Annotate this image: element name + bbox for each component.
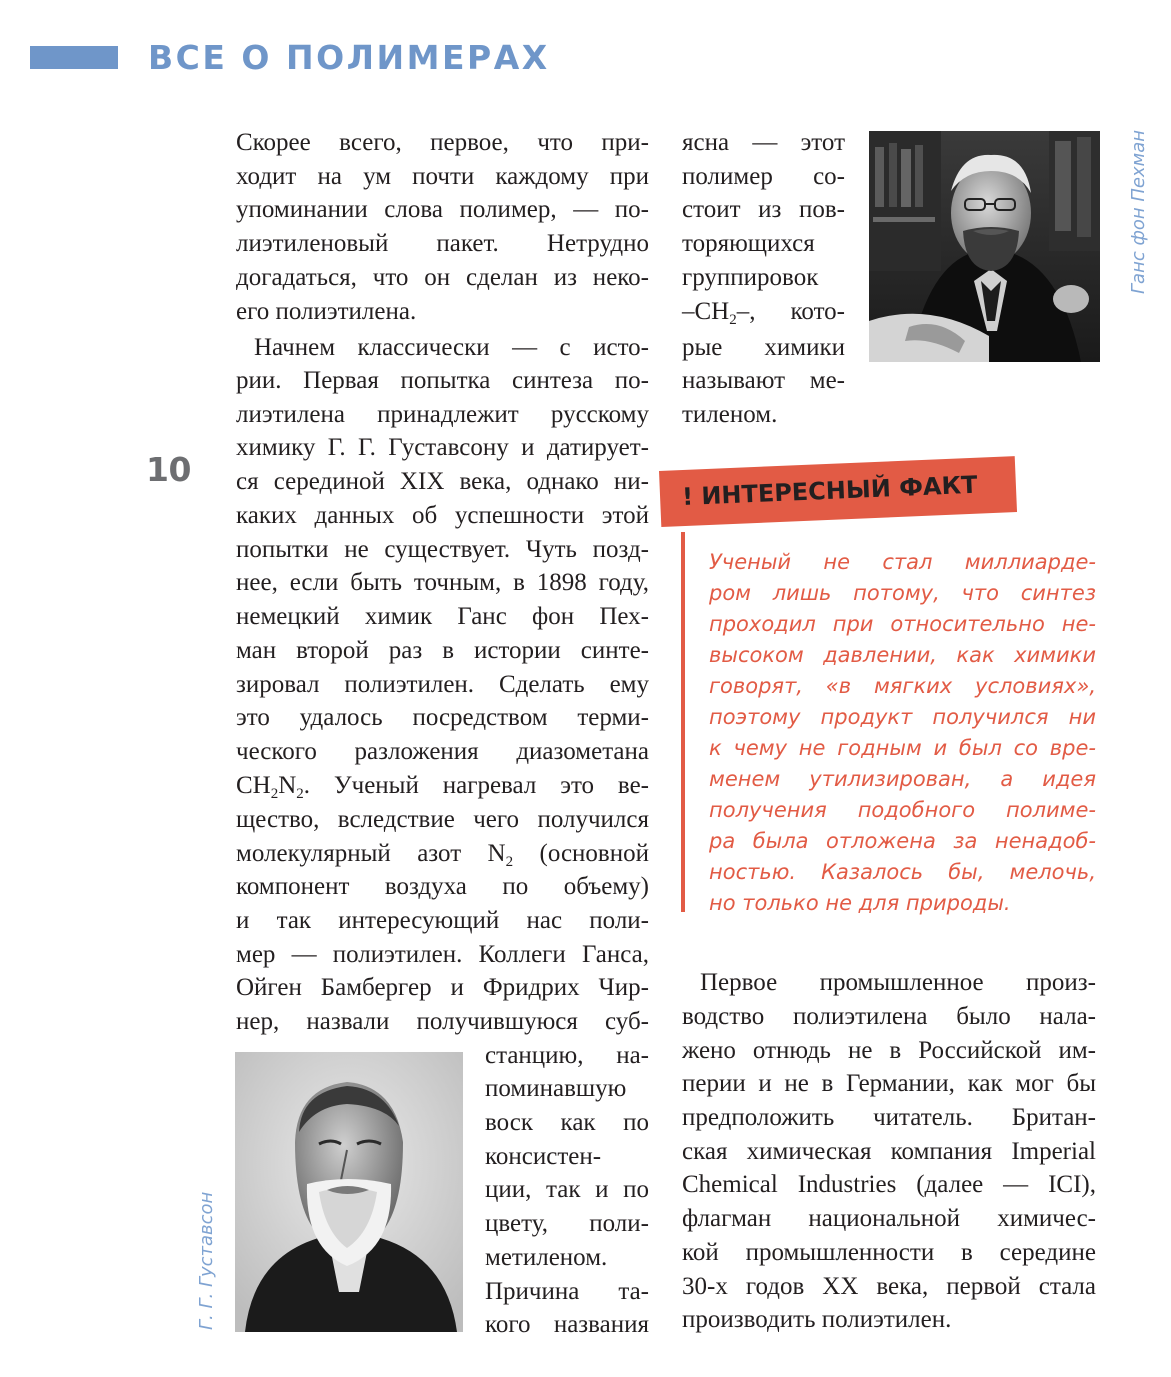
fact-line: поэтому продукт получился ни xyxy=(709,705,1096,729)
fact-line: к чему не годным и был со вре- xyxy=(709,736,1096,760)
text-line: жено отнюдь не в Российской им- xyxy=(682,1037,1096,1064)
text-line: поминавшую xyxy=(485,1075,627,1102)
text-line: метиленом. xyxy=(485,1244,608,1271)
text-line: водство полиэтилена было нала- xyxy=(682,1003,1096,1030)
fact-line: ром лишь потому, что синтез xyxy=(709,581,1096,605)
text-line: цвету, поли- xyxy=(485,1210,649,1237)
text-line: кого названия xyxy=(485,1311,649,1338)
text-line: нее, если быть точным, в 1898 году, xyxy=(236,569,649,596)
text-line: упоминании слова полимер, — по- xyxy=(236,196,649,223)
text-line: щество, вследствие чего получился xyxy=(236,806,649,833)
text-line: консистен- xyxy=(485,1143,602,1170)
text-line: станцию, на- xyxy=(485,1042,649,1069)
portrait-gustavson-image xyxy=(235,1052,463,1332)
text-line: рые химики xyxy=(682,334,845,361)
text-line: тиленом. xyxy=(682,401,778,428)
fact-line: ра была отложена за ненадоб- xyxy=(709,829,1096,853)
text-line: химику Г. Г. Густавсону и датирует- xyxy=(236,434,649,461)
header-bar xyxy=(30,46,118,69)
text-line: группировок xyxy=(682,264,819,291)
text-line: стоит из пов- xyxy=(682,196,845,223)
text-line: мер — полиэтилен. Коллеги Ганса, xyxy=(236,941,649,968)
photo-gustavson xyxy=(235,1052,463,1332)
fact-label: ! ИНТЕРЕСНЫЙ ФАКТ xyxy=(681,470,979,512)
text-line: ся серединой XIX века, однако ни- xyxy=(236,468,649,495)
text-line: и так интересующий нас поли- xyxy=(236,907,649,934)
text-line: лиэтилена принадлежит русскому xyxy=(236,401,649,428)
text-line: флагман национальной химичес- xyxy=(682,1205,1096,1232)
page-title: ВСЕ О ПОЛИМЕРАХ xyxy=(148,38,550,77)
fact-line: получения подобного полиме- xyxy=(709,798,1096,822)
fact-line: Ученый не стал миллиарде- xyxy=(709,550,1096,574)
text-line: рии. Первая попытка синтеза по- xyxy=(236,367,649,394)
text-line: кой промышленности в середине xyxy=(682,1239,1096,1266)
fact-line: менем утилизирован, а идея xyxy=(709,767,1096,791)
text-line: Chemical Industries (далее — ICI), xyxy=(682,1171,1096,1198)
text-line: лиэтиленовый пакет. Нетрудно xyxy=(236,230,649,257)
text-line: зировал полиэтилен. Сделать ему xyxy=(236,671,649,698)
text-line: предположить читатель. Британ- xyxy=(682,1104,1096,1131)
text-line: производить полиэтилен. xyxy=(682,1306,952,1333)
text-line: Ойген Бамбергер и Фридрих Чир- xyxy=(236,974,649,1001)
text-line: ская химическая компания Imperial xyxy=(682,1138,1096,1165)
text-line: Начнем классически — с исто- xyxy=(254,334,649,361)
text-line: Первое промышленное произ- xyxy=(700,969,1096,996)
fact-line: проходил при относительно не- xyxy=(709,612,1096,636)
text-line: Скорее всего, первое, что при- xyxy=(236,129,649,156)
text-line: компонент воздуха по объему) xyxy=(236,873,649,900)
text-line: ходит на ум почти каждому при xyxy=(236,163,649,190)
fact-line: ностью. Казалось бы, мелочь, xyxy=(709,860,1096,884)
text-line: 30-х годов XX века, первой стала xyxy=(682,1273,1096,1300)
text-line: догадаться, что он сделан из неко- xyxy=(236,264,649,291)
text-line: ясна — этот xyxy=(682,129,845,156)
caption-gustavson: Г. Г. Густавсон xyxy=(196,1191,217,1330)
fact-accent-rule xyxy=(681,532,685,912)
caption-pekhman: Ганс фон Пехман xyxy=(1128,130,1149,294)
fact-line: говорят, «в мягких условиях», xyxy=(709,674,1096,698)
text-line: ман второй раз в истории синте- xyxy=(236,637,649,664)
text-line: нер, назвали получившуюся суб- xyxy=(236,1008,649,1035)
text-line: его полиэтилена. xyxy=(236,298,417,325)
text-line: воск как по xyxy=(485,1109,649,1136)
text-line: немецкий химик Ганс фон Пех- xyxy=(236,603,649,630)
text-line: ческого разложения диазометана xyxy=(236,738,649,765)
text-line: каких данных об успешности этой xyxy=(236,502,649,529)
fact-line: высоком давлении, как химики xyxy=(709,643,1096,667)
photo-pekhman xyxy=(869,131,1100,362)
text-line: называют ме- xyxy=(682,367,845,394)
text-line-formula: молекулярный азот $N_2$ (основной xyxy=(236,840,649,870)
text-line: ции, так и по xyxy=(485,1176,649,1203)
text-line: перии и не в Германии, как мог бы xyxy=(682,1070,1096,1097)
fact-line: но только не для природы. xyxy=(709,891,1011,915)
text-line: попытки не существует. Чуть позд- xyxy=(236,536,649,563)
text-line: полимер со- xyxy=(682,163,845,190)
text-line-formula: $CH_2N_2$. Ученый нагревал это ве- xyxy=(236,772,649,802)
text-line-formula: $-CH_2-$, кото- xyxy=(682,298,845,328)
portrait-pekhman-image xyxy=(869,131,1100,362)
fact-banner xyxy=(659,456,1017,527)
text-line: это удалось посредством терми- xyxy=(236,704,649,731)
text-line: Причина та- xyxy=(485,1278,649,1305)
text-line: торяющихся xyxy=(682,230,815,257)
page-number: 10 xyxy=(146,450,191,489)
